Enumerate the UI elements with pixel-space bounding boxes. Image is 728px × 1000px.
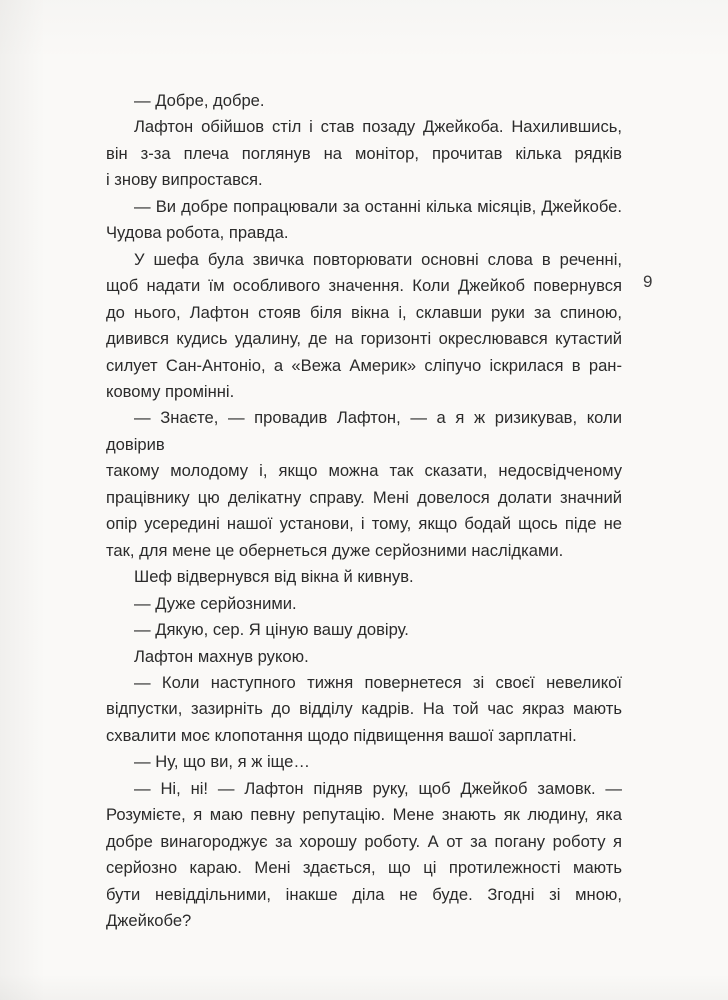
text-line: — Коли наступного тижня повернетеся зі своєї невеликої	[134, 672, 622, 692]
paragraph	[106, 405, 622, 564]
text-line: він з-за плеча поглянув на монітор, прочитав кілька рядків	[106, 143, 622, 163]
text-line: до нього, Лафтон стояв біля вікна і, склавши руки за спиною,	[106, 302, 622, 322]
text-line: силует Сан-Антоніо, а «Вежа Америк» сліпучо іскрилася в ран-	[106, 355, 622, 375]
text-line: — Знаєте, — провадив Лафтон, — а я ж ризикував, коли довірив	[106, 408, 622, 454]
text-line: такому молодому і, якщо можна так сказати, недосвідченому	[106, 461, 622, 481]
paragraph	[106, 88, 622, 114]
paragraph	[106, 617, 622, 643]
paragraph	[106, 591, 622, 617]
paragraph	[106, 114, 622, 193]
paragraph	[106, 564, 622, 590]
text-line: Джейкобе?	[106, 911, 192, 931]
text-line: і знову випростався.	[106, 170, 263, 190]
paragraph	[106, 194, 622, 247]
paragraph	[106, 247, 622, 406]
text-block	[106, 88, 622, 935]
text-line: працівнику цю делікатну справу. Мені довелося долати значний	[106, 487, 622, 507]
text-line: схвалити моє клопотання щодо підвищення вашої зарплатні.	[106, 725, 577, 745]
text-line: — Дякую, сер. Я ціную вашу довіру.	[134, 620, 409, 640]
text-line: У шефа була звичка повторювати основні слова в реченні,	[134, 249, 622, 269]
text-line: Розумієте, я маю певну репутацію. Мене знають як людину, яка	[106, 805, 622, 825]
text-line: відпустки, зазирніть до відділу кадрів. На той час якраз мають	[106, 699, 622, 719]
page-number: 9	[643, 272, 653, 291]
text-line: ковому промінні.	[106, 381, 235, 401]
text-line: дивився кудись удалину, де на горизонті окреслювався кутастий	[106, 329, 622, 349]
text-line: Лафтон обійшов стіл і став позаду Джейкоба. Нахилившись,	[134, 117, 622, 137]
paragraph	[106, 776, 622, 935]
text-line: Шеф відвернувся від вікна й кивнув.	[134, 567, 414, 587]
text-line: Чудова робота, правда.	[106, 223, 289, 243]
text-line: — Дуже серйозними.	[134, 593, 297, 613]
text-line: щоб надати їм особливого значення. Коли Джейкоб повернувся	[106, 276, 622, 296]
text-line: — Ні, ні! — Лафтон підняв руку, щоб Джейкоб замовк. —	[134, 778, 622, 798]
text-line: добре винагороджує за хорошу роботу. А от за погану роботу я	[106, 831, 622, 851]
text-line: бути невіддільними, інакше діла не буде. Згодні зі мною,	[106, 884, 622, 904]
paragraph	[106, 749, 622, 775]
text-line: Лафтон махнув рукою.	[134, 646, 309, 666]
text-line: — Ви добре попрацювали за останні кілька місяців, Джейкобе.	[134, 196, 622, 216]
paragraph	[106, 644, 622, 670]
text-line: — Добре, добре.	[134, 91, 265, 110]
paragraph	[106, 670, 622, 749]
text-line: серйозно караю. Мені здається, що ці протилежності мають	[106, 858, 622, 878]
text-line: — Ну, що ви, я ж іще…	[134, 752, 310, 772]
text-line: так, для мене це обернеться дуже серйозними наслідками.	[106, 540, 564, 560]
text-line: опір усередині нашої установи, і тому, якщо бодай щось піде не	[106, 514, 622, 534]
